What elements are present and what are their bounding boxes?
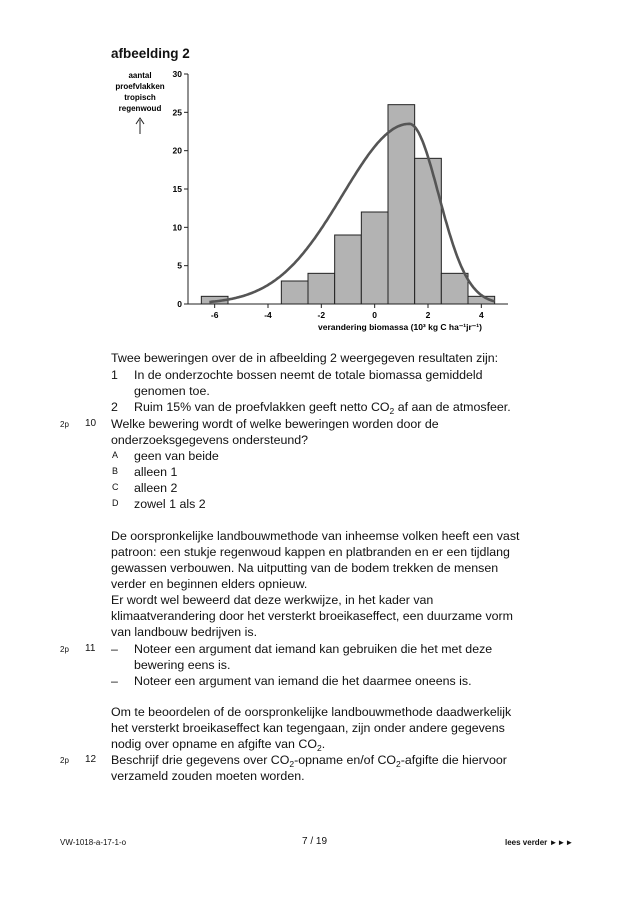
option-d-letter: D <box>112 498 119 508</box>
figure-title: afbeelding 2 <box>111 46 190 61</box>
option-a-text: geen van beide <box>134 449 219 463</box>
q11-item-1-line-2: bewering eens is. <box>134 658 231 672</box>
y-tick-label: 0 <box>177 299 182 309</box>
q12-line-2: verzameld zouden moeten worden. <box>111 769 305 783</box>
q11-item-2: Noteer een argument van iemand die het daarmee oneens is. <box>134 674 472 688</box>
q10-line-2: onderzoeksgegevens ondersteund? <box>111 433 309 447</box>
para1-line-5: Er wordt wel beweerd dat deze werkwijze, in het kader van <box>111 593 434 607</box>
histogram-bar <box>415 158 442 304</box>
option-b-text: alleen 1 <box>134 465 178 479</box>
x-tick-label: 2 <box>425 310 431 320</box>
option-d-text: zowel 1 als 2 <box>134 497 206 511</box>
q11-item-1-line-1: Noteer een argument dat iemand kan gebruiken die het met deze <box>134 642 493 656</box>
para1-line-4: verder en beginnen elders opnieuw. <box>111 577 308 591</box>
intro-text: Twee beweringen over de in afbeelding 2 weergegeven resultaten zijn: <box>111 351 499 365</box>
q11-dash-2: – <box>111 674 118 688</box>
para1-line-7: van landbouw bedrijven is. <box>111 625 258 639</box>
statement-2-number: 2 <box>111 400 118 414</box>
x-tick-label: -2 <box>317 310 326 320</box>
statement-1-line-2: genomen toe. <box>134 384 210 398</box>
para2-line-2: het versterkt broeikaseffect kan tegengaan, zijn onder andere gegevens <box>111 721 505 735</box>
histogram-bar <box>335 235 362 304</box>
x-tick-label: 0 <box>372 310 378 320</box>
q11-number: 11 <box>85 643 96 654</box>
y-tick-label: 25 <box>172 107 182 118</box>
y-axis-label-line: regenwoud <box>118 104 162 113</box>
statement-1-number: 1 <box>111 368 118 382</box>
histogram-chart <box>105 62 525 337</box>
next-page-indicator: lees verder ►►► <box>505 838 574 847</box>
y-axis-label-line: proefvlakken <box>115 82 165 91</box>
page-number: 7 / 19 <box>302 836 328 847</box>
y-axis-label-line: aantal <box>128 71 152 80</box>
y-axis-label-line: tropisch <box>124 93 156 102</box>
option-b-letter: B <box>112 466 119 476</box>
histogram-bar <box>361 212 388 304</box>
q12-line-1: Beschrijf drie gegevens over $CO_2$-opname en/of $CO_2$-afgifte die hiervoor <box>111 753 507 769</box>
x-tick-label: 4 <box>478 310 484 320</box>
x-tick-label: -6 <box>210 310 219 320</box>
histogram-bar <box>281 281 308 304</box>
option-c-text: alleen 2 <box>134 481 178 495</box>
option-a-letter: A <box>112 450 119 460</box>
para1-line-6: klimaatverandering door het versterkt broeikaseffect, een duurzame vorm <box>111 609 513 623</box>
y-axis-label <box>115 71 164 134</box>
histogram-bar <box>441 273 468 304</box>
q12-points: 2p <box>60 756 69 765</box>
q10-line-1: Welke bewering wordt of welke beweringen worden door de <box>111 417 439 431</box>
q12-number: 12 <box>85 754 97 765</box>
option-c-letter: C <box>112 482 119 492</box>
exam-code: VW-1018-a-17-1-o <box>60 838 127 847</box>
statement-1-line-1: In de onderzochte bossen neemt de totale biomassa gemiddeld <box>134 368 483 382</box>
y-tick-label: 15 <box>172 184 182 194</box>
y-tick-label: 5 <box>177 260 182 271</box>
x-axis-label: verandering biomassa (10³ kg C ha⁻¹jr⁻¹) <box>318 322 482 332</box>
para2-line-3: nodig over opname en afgifte van $CO_2$. <box>111 737 326 753</box>
q10-points: 2p <box>60 420 69 429</box>
y-tick-label: 10 <box>172 222 182 233</box>
histogram-bar <box>388 105 415 304</box>
y-tick-label: 20 <box>172 145 182 156</box>
para1-line-2: patroon: een stukje regenwoud kappen en platbranden en er een tijdlang <box>111 545 510 559</box>
q10-number: 10 <box>85 418 97 429</box>
y-tick-label: 30 <box>172 69 182 79</box>
q11-dash-1: – <box>111 642 118 656</box>
histogram-bar <box>308 273 335 304</box>
para2-line-1: Om te beoordelen of de oorspronkelijke landbouwmethode daadwerkelijk <box>111 705 512 719</box>
histogram-bars <box>201 105 494 304</box>
para1-line-1: De oorspronkelijke landbouwmethode van inheemse volken heeft een vast <box>111 529 520 543</box>
x-tick-label: -4 <box>264 310 272 320</box>
statement-2: Ruim 15% van de proefvlakken geeft netto $CO_2$ af aan de atmosfeer. <box>134 400 511 416</box>
para1-line-3: gewassen verbouwen. Na uitputting van de bodem trekken de mensen <box>111 561 499 575</box>
q11-points: 2p <box>60 645 69 654</box>
